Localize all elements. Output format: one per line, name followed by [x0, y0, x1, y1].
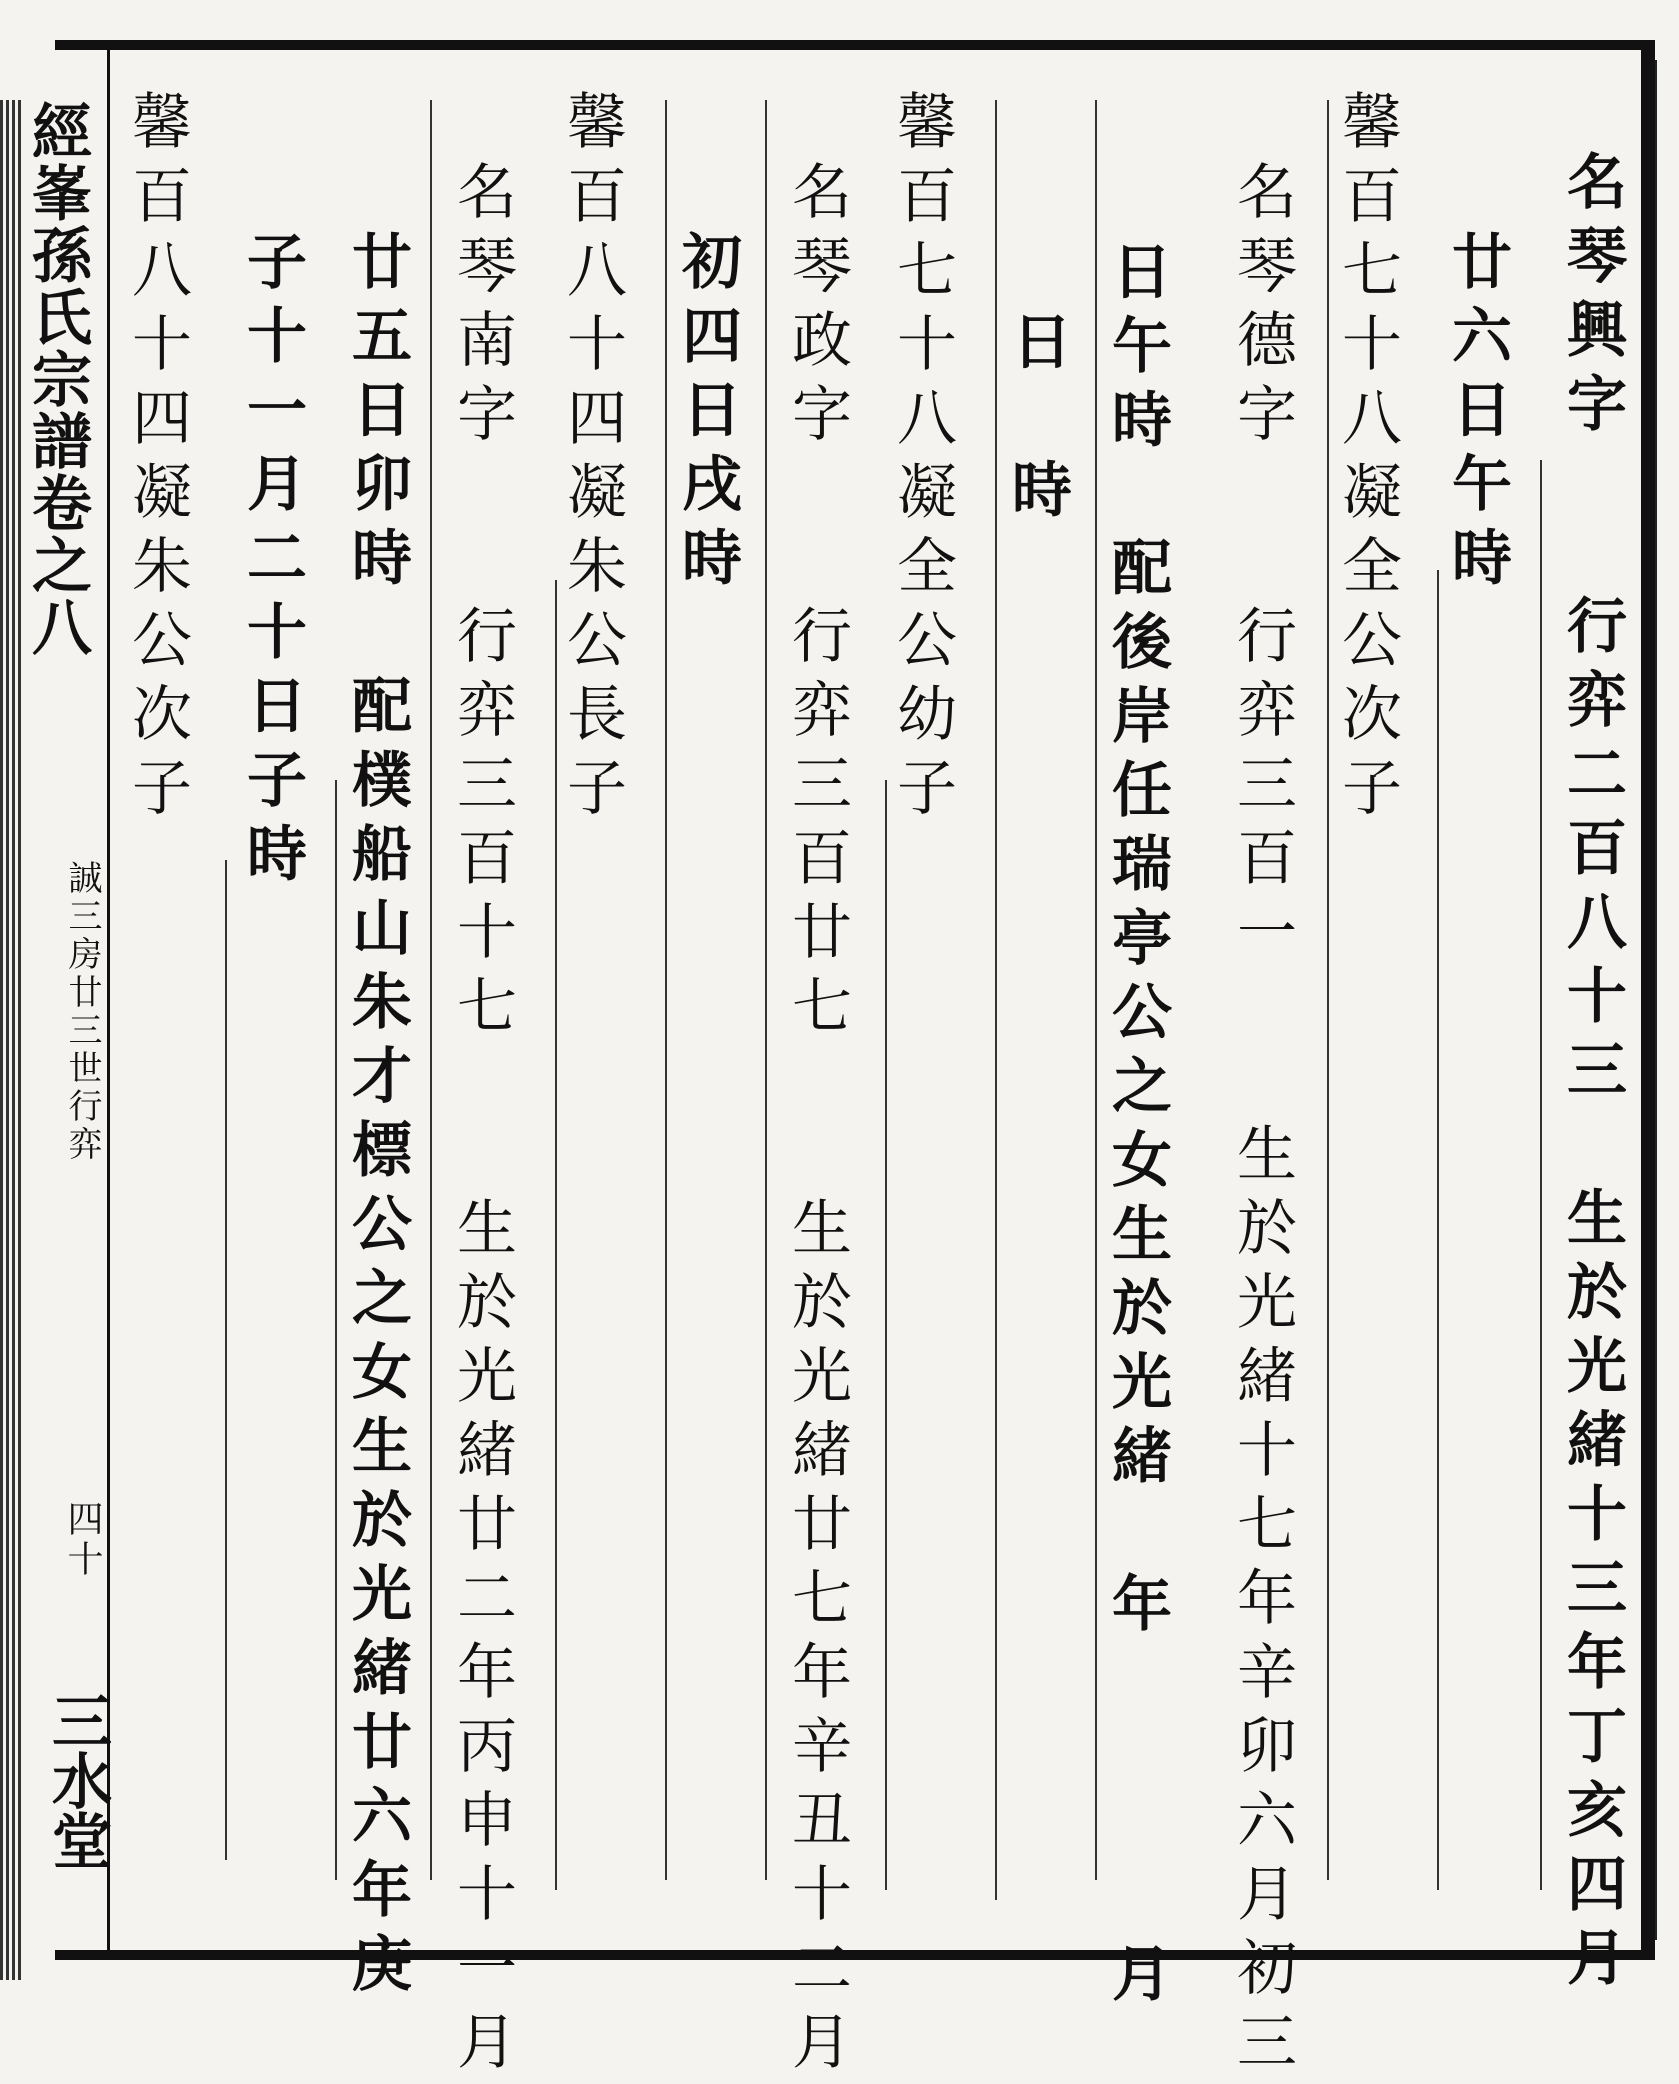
column-rule — [430, 100, 432, 1880]
page-number: 四十 — [62, 1500, 103, 1580]
column-rule — [225, 860, 227, 1860]
inner-border-rule — [1655, 60, 1657, 1940]
genealogy-title: 經峯孫氏宗譜卷之八 — [22, 100, 92, 658]
entry-line: 名琴興字 行弈二百八十三 生於光緒十三年丁亥四月 — [1557, 150, 1627, 2000]
lineage-line: 馨百八十四凝朱公長子 — [557, 90, 627, 830]
entry-line: 廿六日午時 — [1442, 230, 1512, 600]
entry-line: 廿五日卯時 配樸船山朱才標公之女生於光緒廿六年庚 — [342, 230, 412, 2006]
entry-line: 日 時 — [1002, 310, 1072, 532]
entry-line: 初四日戌時 — [672, 230, 742, 600]
entry-line: 子十一月二十日子時 — [237, 230, 307, 896]
column-rule — [995, 100, 997, 1900]
column-rule — [765, 100, 767, 1880]
lineage-line: 馨百八十四凝朱公次子 — [122, 90, 192, 830]
column-rule — [885, 780, 887, 1890]
entry-line: 日午時 配後岸任瑞亭公之女生於光緒 年 月 — [1102, 240, 1172, 2016]
hall-name: 三水堂 — [42, 1690, 112, 1870]
column-rule — [665, 100, 667, 1880]
column-rule — [1095, 100, 1097, 1880]
lineage-line: 馨百七十八凝全公幼子 — [887, 90, 957, 830]
column-rule — [335, 780, 337, 1880]
column-rule — [1327, 100, 1329, 1880]
entry-line: 名琴政字 行弈三百廿七 生於光緒廿七年辛丑十二月 — [782, 160, 852, 2084]
entry-line: 名琴南字 行弈三百十七 生於光緒廿二年丙申十一月 — [447, 160, 517, 2084]
entry-line: 名琴德字 行弈三百一 生於光緒十七年辛卯六月初三 — [1227, 160, 1297, 2084]
column-rule — [1540, 460, 1542, 1890]
lineage-line: 馨百七十八凝全公次子 — [1332, 90, 1402, 830]
branch-subtitle: 誠三房廿三世行弈 — [62, 860, 102, 1164]
column-rule — [1437, 570, 1439, 1890]
binding-edge — [0, 100, 22, 1980]
